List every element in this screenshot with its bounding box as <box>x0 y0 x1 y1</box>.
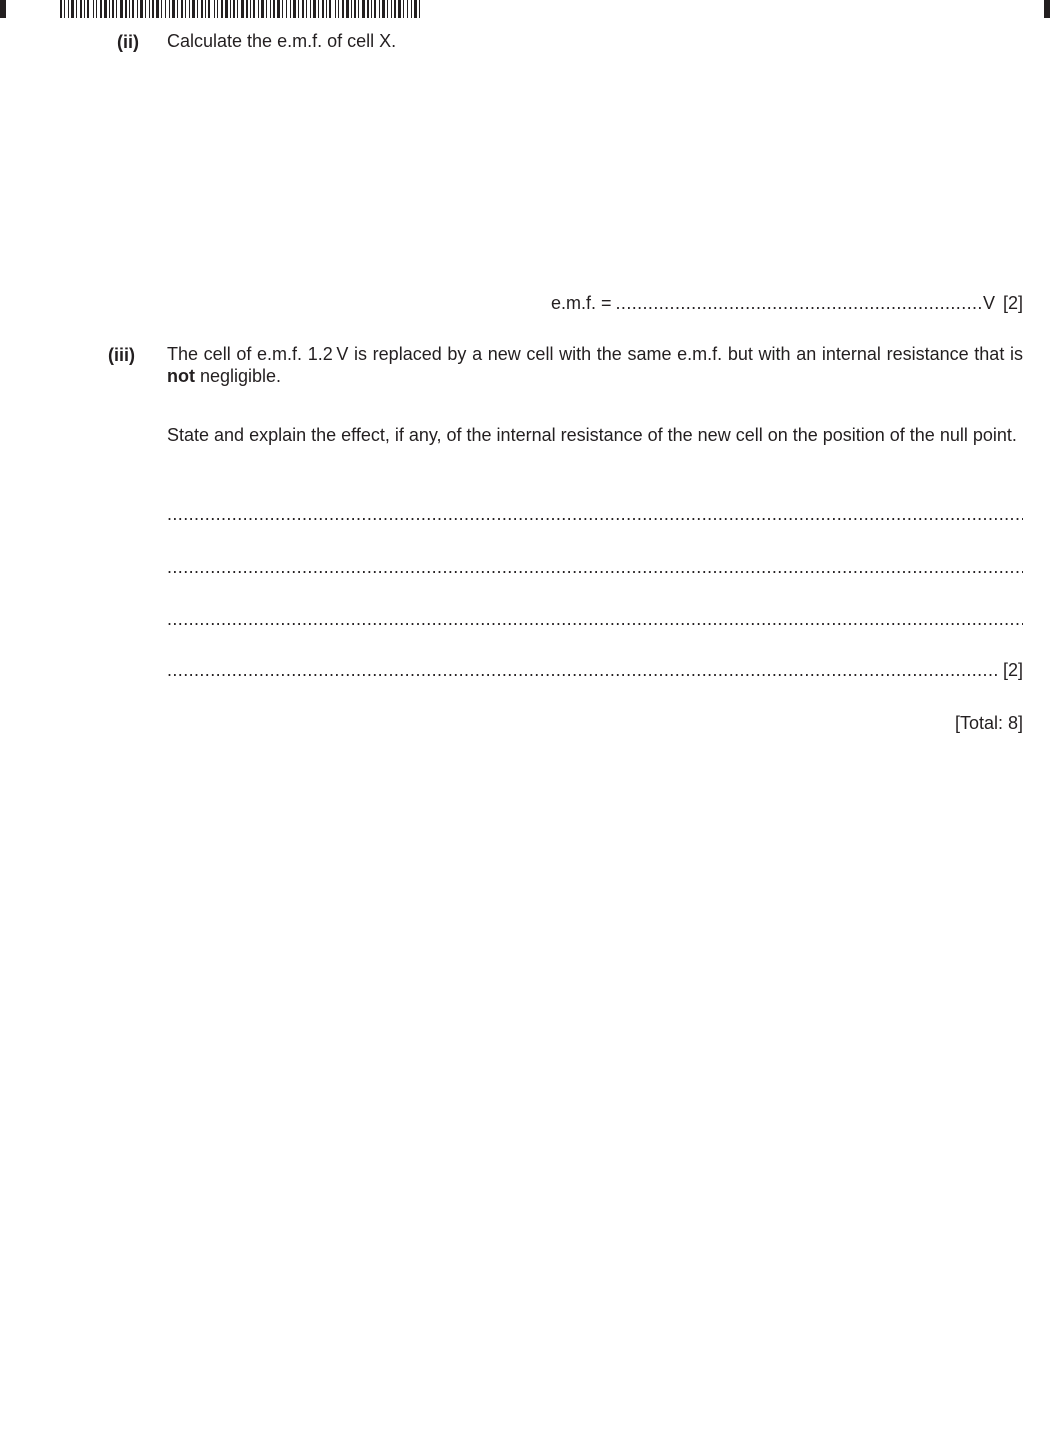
registration-mark-right <box>1044 0 1050 18</box>
answer-line-2[interactable] <box>167 556 1023 578</box>
part-iii-bold-word: not <box>167 366 195 386</box>
registration-mark-left <box>0 0 6 18</box>
emf-unit: V <box>982 293 995 313</box>
emf-prefix: e.m.f. = <box>551 293 612 313</box>
part-iii-question: State and explain the effect, if any, of the internal resistance of the new cell on the position of the null point. <box>167 425 1017 445</box>
answer-line-4[interactable] <box>167 659 1023 681</box>
emf-answer-line[interactable] <box>551 292 1023 314</box>
part-iii-statement <box>167 343 1023 387</box>
part-ii-question: Calculate the e.m.f. of cell X. <box>167 31 397 51</box>
part-iii-statement-end: negligible. <box>194 366 282 386</box>
answer-line-4-dots[interactable] <box>167 659 997 681</box>
part-ii-label: (ii) <box>117 32 139 52</box>
part-iii-marks: [2] <box>1002 660 1023 680</box>
emf-answer-dots[interactable] <box>612 292 983 314</box>
part-iii-label: (iii) <box>108 345 135 365</box>
barcode-icon <box>60 0 422 18</box>
answer-line-3[interactable] <box>167 608 1023 630</box>
emf-marks: [2] <box>1002 293 1023 313</box>
part-iii-statement-start: The cell of e.m.f. 1.2 V is replaced by a new cell with the same e.m.f. but with an internal resistance that is <box>167 344 1023 364</box>
total-marks: [Total: 8] <box>954 713 1023 733</box>
answer-line-1[interactable] <box>167 503 1023 525</box>
